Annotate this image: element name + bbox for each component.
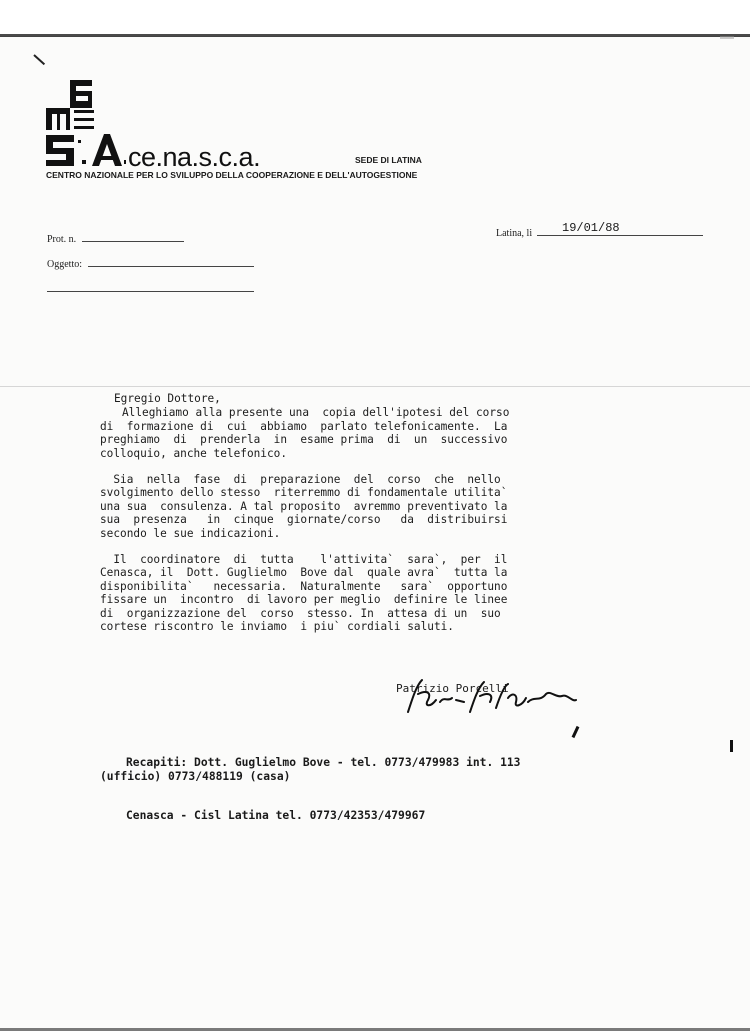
paragraph	[100, 406, 660, 460]
text-line: cortese riscontro le inviamo i piu` cordiali saluti.	[100, 620, 454, 634]
date-label: Latina, li	[496, 228, 533, 239]
salutation: Egregio Dottore,	[114, 392, 221, 405]
text-line: fissare un incontro di lavoro per meglio definire le linee	[100, 593, 508, 607]
organization-full-name: CENTRO NAZIONALE PER LO SVILUPPO DELLA COOPERAZIONE E DELL'AUTOGESTIONE	[46, 170, 418, 180]
subject-line-2	[47, 291, 254, 292]
paragraph	[100, 553, 660, 633]
text-line: preghiamo di prenderla in esame prima di un successivo	[100, 433, 508, 447]
protocol-label: Prot. n.	[47, 234, 77, 245]
text-line: secondo le sue indicazioni.	[100, 526, 281, 540]
paper-fold-line	[0, 386, 750, 387]
text-line: Sia nella fase di preparazione del corso che nello	[100, 473, 501, 487]
scan-mark	[33, 54, 45, 65]
subject-line	[88, 266, 254, 267]
ink-mark	[572, 726, 580, 738]
text-line: Alleghiamo alla presente una copia dell'ipotesi del corso	[122, 406, 510, 420]
text-line: colloquio, anche telefonico.	[100, 446, 288, 460]
text-line: Cenasca, il Dott. Guglielmo Bove dal quale avra` tutta la	[100, 566, 508, 580]
brand-name: ce.na.s.c.a.	[128, 142, 261, 172]
text-line: una sua consulenza. A tal proposito avremmo preventivato la	[100, 499, 508, 513]
contact-line: Recapiti: Dott. Guglielmo Bove - tel. 0773/479983 int. 113	[126, 756, 521, 769]
cenasca-logo	[46, 80, 126, 166]
signatory-name: Patrizio Porcelli	[396, 682, 509, 695]
subject-label: Oggetto:	[47, 259, 82, 270]
contact-line: (ufficio) 0773/488119 (casa)	[100, 770, 291, 783]
text-line: svolgimento dello stesso riterremmo di fondamentale utilita`	[100, 486, 508, 500]
scan-smudge	[720, 36, 734, 39]
text-line: Il coordinatore di tutta l'attivita` sara`, per il	[100, 553, 508, 567]
office-label: SEDE DI LATINA	[355, 155, 422, 165]
text-line: di organizzazione del corso stesso. In attesa di un suo	[100, 606, 501, 620]
contact-line: Cenasca - Cisl Latina tel. 0773/42353/479967	[126, 809, 426, 822]
text-line: sua presenza in cinque giornate/corso da distribuirsi	[100, 513, 508, 527]
protocol-line	[82, 241, 184, 242]
date-value: 19/01/88	[562, 221, 620, 235]
paragraph	[100, 473, 660, 540]
text-line: di formazione di cui abbiamo parlato telefonicamente. La	[100, 419, 508, 433]
handwritten-signature	[400, 672, 580, 718]
text-line: disponibilita` necessaria. Naturalmente sara` opportuno	[100, 579, 508, 593]
date-line	[537, 235, 703, 236]
contact-details	[100, 756, 660, 823]
page-top-edge	[0, 0, 750, 37]
letter-body	[100, 392, 660, 647]
ink-mark	[730, 740, 733, 752]
